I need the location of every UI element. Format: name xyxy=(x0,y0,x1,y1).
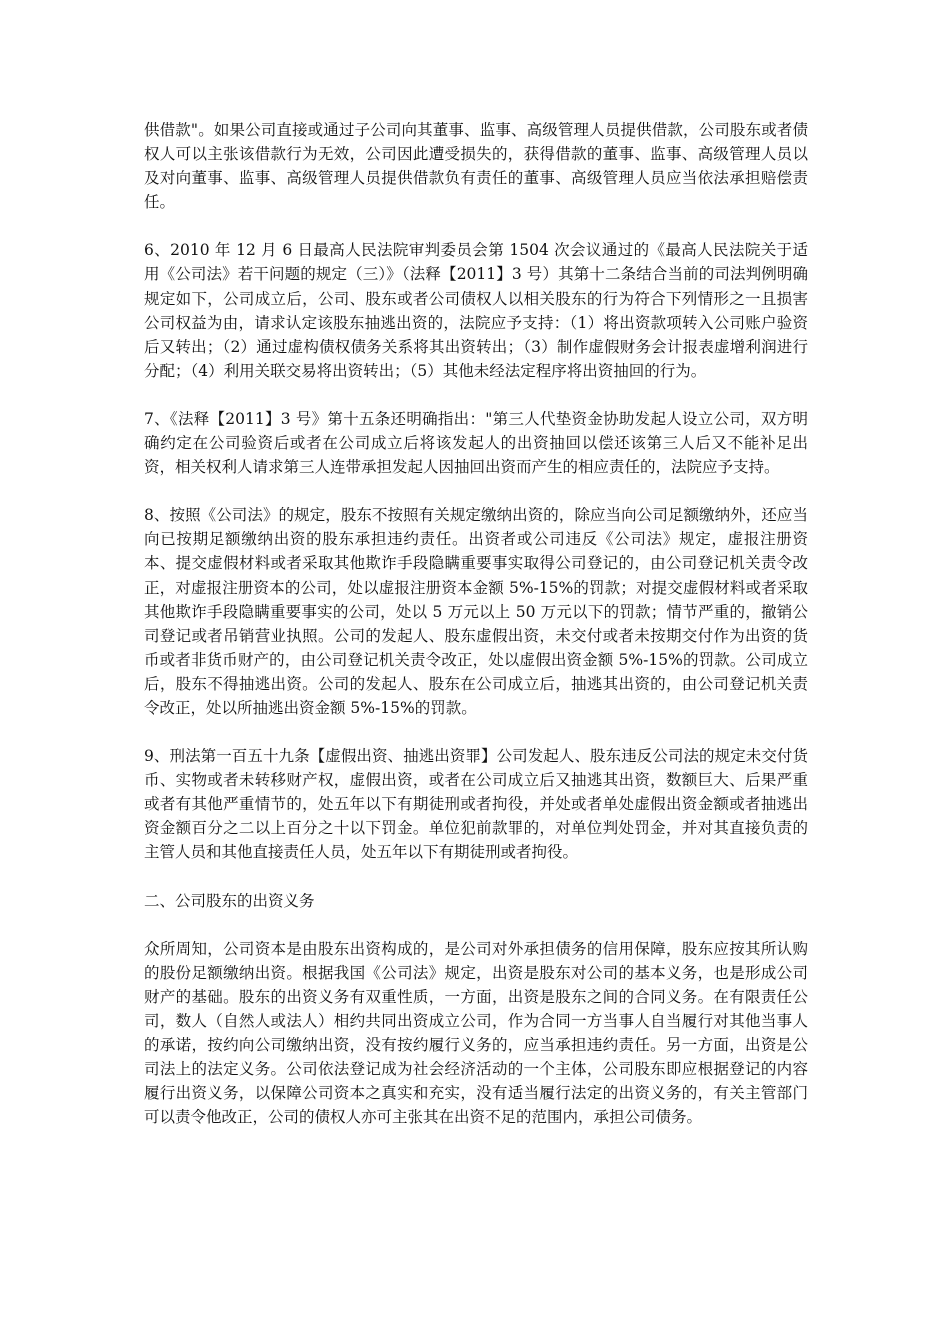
paragraph-capital-obligation: 众所周知，公司资本是由股东出资构成的，是公司对外承担债务的信用保障，股东应按其所认购的股份足额缴纳出资。根据我国《公司法》规定，出资是股东对公司的基本义务，也是形成公司财产的基础。股东的出资义务有双重性质，一方面，出资是股东之间的合同义务。在有限责任公司，数人（自然人或法人）相约共同出资成立公司，作为合同一方当事人自当履行对其他当事人的承诺，按约向公司缴纳出资，没有按约履行义务的，应当承担违约责任。另一方面，出资是公司法上的法定义务。公司依法登记成为社会经济活动的一个主体，公司股东即应根据登记的内容履行出资义务，以保障公司资本之真实和充实，没有适当履行法定的出资义务的，有关主管部门可以责令他改正，公司的债权人亦可主张其在出资不足的范围内，承担公司债务。 xyxy=(144,939,808,1127)
document-page xyxy=(144,118,808,1153)
paragraph-item-7: 7、《法释【2011】3 号》第十五条还明确指出："第三人代垫资金协助发起人设立公司，双方明确约定在公司验资后或者在公司成立后将该发起人的出资抽回以偿还该第三人后又不能补足出资，相关权利人请求第三人连带承担发起人因抽回出资而产生的相应责任的，法院应予支持。 xyxy=(144,409,808,477)
paragraph-item-8: 8、按照《公司法》的规定，股东不按照有关规定缴纳出资的，除应当向公司足额缴纳外，还应当向已按期足额缴纳出资的股东承担违约责任。出资者或公司违反《公司法》规定，虚报注册资本、提交虚假材料或者采取其他欺诈手段隐瞒重要事实取得公司登记的，由公司登记机关责令改正，对虚报注册资本的公司，处以虚报注册资本金额 5%-15%的罚款；对提交虚假材料或者采取其他欺诈手段隐瞒重要事实的公司，处以 5 万元以上 50 万元以下的罚款；情节严重的，撤销公司登记或者吊销营业执照。公司的发起人、股东虚假出资，未交付或者未按期交付作为出资的货币或者非货币财产的，由公司登记机关责令改正，处以虚假出资金额 5%-15%的罚款。公司成立后，股东不得抽逃出资。公司的发起人、股东在公司成立后，抽逃其出资的，由公司登记机关责令改正，处以所抽逃出资金额 5%-15%的罚款。 xyxy=(144,506,808,717)
paragraph-loan-liability: 供借款"。如果公司直接或通过子公司向其董事、监事、高级管理人员提供借款，公司股东或者债权人可以主张该借款行为无效，公司因此遭受损失的，获得借款的董事、监事、高级管理人员以及对向董事、监事、高级管理人员提供借款负有责任的董事、高级管理人员应当依法承担赔偿责任。 xyxy=(144,121,808,212)
paragraph-item-6: 6、2010 年 12 月 6 日最高人民法院审判委员会第 1504 次会议通过的《最高人民法院关于适用《公司法》若干问题的规定（三）》（法释【2011】3 号）其第十二条结合当前的司法判例明确规定如下，公司成立后，公司、股东或者公司债权人以相关股东的行为符合下列情形之一且损害公司权益为由，请求认定该股东抽逃出资的，法院应予支持：（1）将出资款项转入公司账户验资后又转出；（2）通过虚构债权债务关系将其出资转出；（3）制作虚假财务会计报表虚增利润进行分配；（4）利用关联交易将出资转出；（5）其他未经法定程序将出资抽回的行为。 xyxy=(144,241,808,380)
section-heading: 二、公司股东的出资义务 xyxy=(144,891,315,910)
paragraph-item-9: 9、刑法第一百五十九条【虚假出资、抽逃出资罪】公司发起人、股东违反公司法的规定未交付货币、实物或者未转移财产权，虚假出资，或者在公司成立后又抽逃其出资，数额巨大、后果严重或者有其他严重情节的，处五年以下有期徒刑或者拘役，并处或者单处虚假出资金额或者抽逃出资金额百分之二以上百分之十以下罚金。单位犯前款罪的，对单位判处罚金，并对其直接负责的主管人员和其他直接责任人员，处五年以下有期徒刑或者拘役。 xyxy=(144,747,808,862)
